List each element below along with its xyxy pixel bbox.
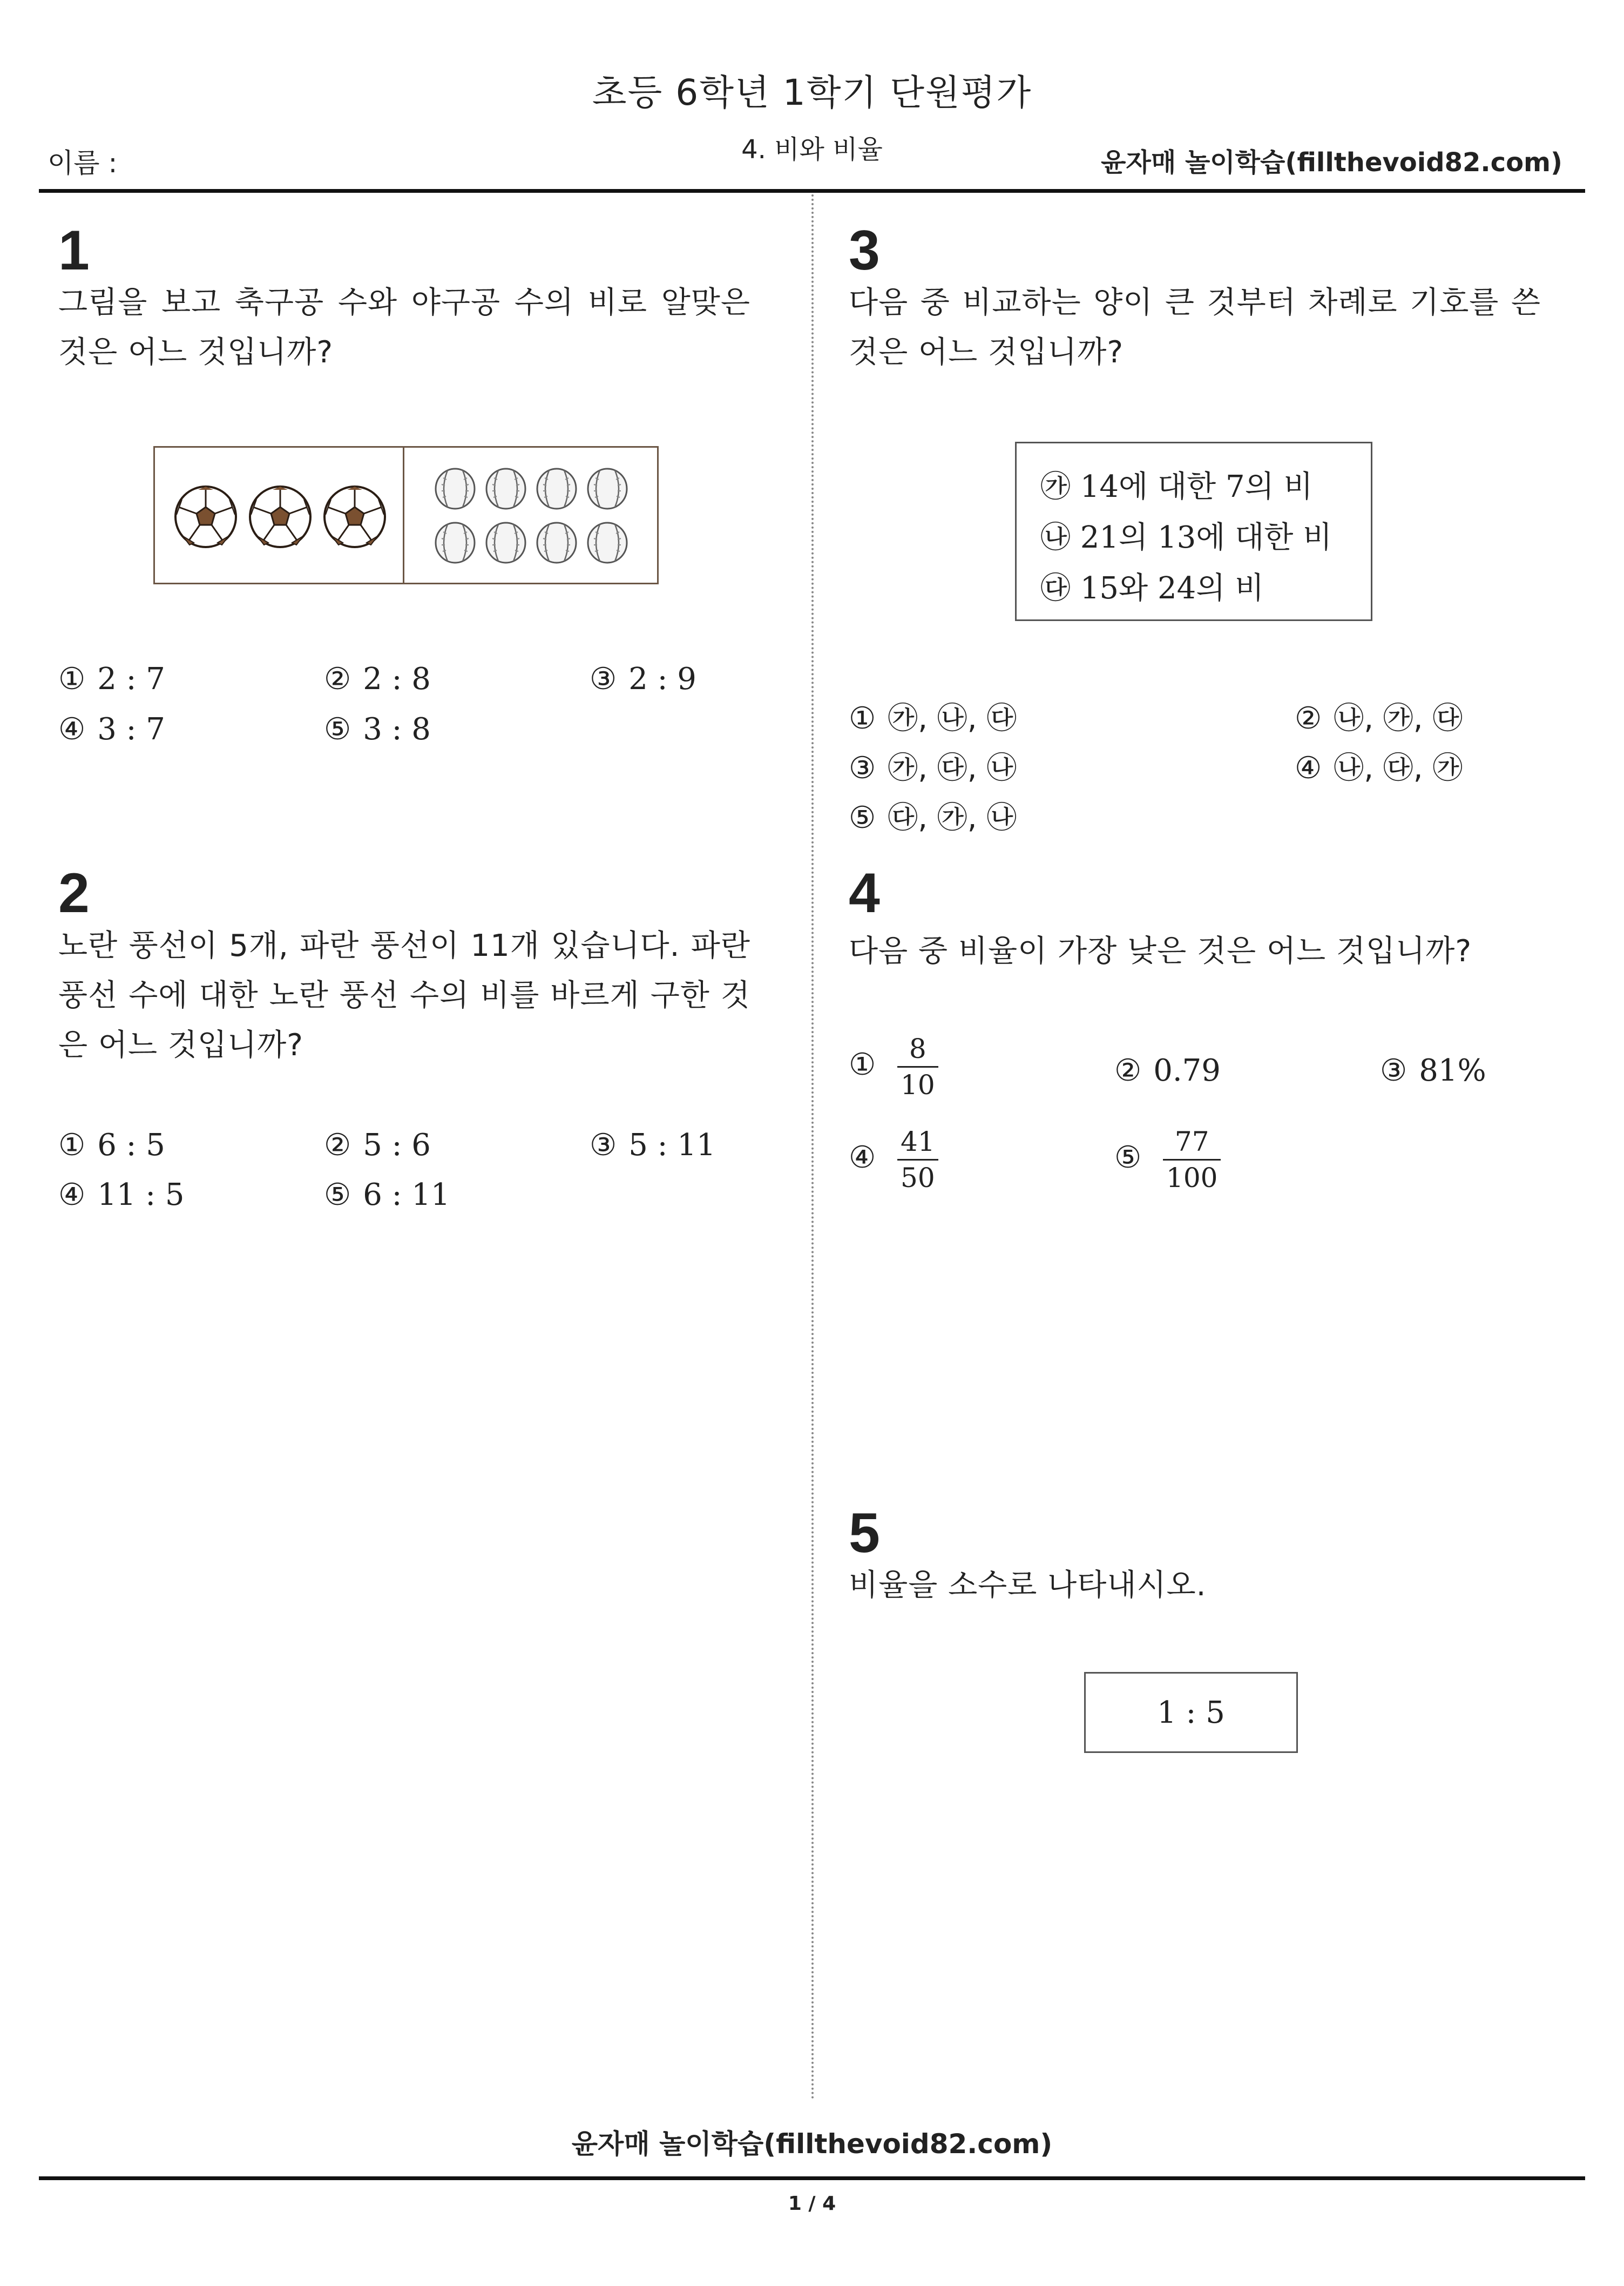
q3-option-2[interactable]: ② ㉯, ㉮, ㉰ [1295, 701, 1463, 736]
q1-option-2[interactable]: ② 2 : 8 [324, 662, 431, 697]
q2-option-3[interactable]: ③ 5 : 11 [590, 1128, 716, 1163]
unit-subtitle: 4. 비와 비율 [741, 134, 883, 165]
question-4-text: 다음 중 비율이 가장 낮은 것은 어느 것입니까? [849, 934, 1472, 969]
question-2-text: 노란 풍선이 5개, 파란 풍선이 11개 있습니다. 파란 풍선 수에 대한 노란 풍선 수의 비를 바르게 구한 것은 어느 것입니까? [58, 928, 750, 1063]
fraction: $\frac{41}{50}$ [897, 1125, 938, 1194]
question-2-number: 2 [58, 862, 90, 925]
page-number: 1 / 4 [788, 2193, 836, 2215]
header-brand: 윤자매 놀이학습(fillthevoid82.com) [1101, 147, 1562, 178]
baseball-icon [486, 469, 525, 509]
q3-option-3[interactable]: ③ ㉮, ㉰, ㉯ [849, 751, 1017, 786]
q3-option-5[interactable]: ⑤ ㉰, ㉮, ㉯ [849, 800, 1017, 835]
q1-option-5[interactable]: ⑤ 3 : 8 [324, 712, 431, 747]
q4-option-4[interactable]: ④ $\frac{41}{50}$ [849, 1125, 938, 1194]
q2-option-1[interactable]: ① 6 : 5 [58, 1128, 165, 1163]
fraction: $\frac{77}{100}$ [1163, 1125, 1221, 1194]
condition-ga: ㉮ 14에 대한 7의 비 [1040, 469, 1313, 504]
question-5-ratio-box: 1 : 5 [1084, 1672, 1298, 1753]
question-3-text: 다음 중 비교하는 양이 큰 것부터 차례로 기호를 쓴 것은 어느 것입니까? [849, 285, 1541, 370]
baseball-icon [436, 469, 475, 509]
fraction: $\frac{8}{10}$ [897, 1033, 938, 1101]
q1-option-3[interactable]: ③ 2 : 9 [590, 662, 696, 697]
q4-option-3[interactable]: ③ 81% [1380, 1053, 1486, 1088]
page-title: 초등 6학년 1학기 단원평가 [592, 72, 1032, 113]
question-3-condition-box [1015, 442, 1372, 621]
q2-option-5[interactable]: ⑤ 6 : 11 [324, 1177, 450, 1212]
q3-option-1[interactable]: ① ㉮, ㉯, ㉰ [849, 701, 1017, 736]
question-1-text: 그림을 보고 축구공 수와 야구공 수의 비로 알맞은 것은 어느 것입니까? [58, 285, 750, 370]
balls-illustration [155, 448, 657, 583]
question-3-number: 3 [849, 219, 880, 282]
baseball-icon [436, 523, 475, 563]
q2-option-2[interactable]: ② 5 : 6 [324, 1128, 431, 1163]
soccer-ball-icon [324, 487, 385, 547]
soccer-ball-icon [250, 487, 310, 547]
q4-option-2[interactable]: ② 0.79 [1114, 1053, 1221, 1088]
question-5-text: 비율을 소수로 나타내시오. [849, 1568, 1207, 1603]
q1-option-1[interactable]: ① 2 : 7 [58, 662, 165, 697]
condition-na: ㉯ 21의 13에 대한 비 [1040, 520, 1332, 555]
baseball-icon [486, 523, 525, 563]
baseball-icon [537, 469, 576, 509]
header-divider [39, 189, 1585, 193]
question-5-number: 5 [849, 1502, 880, 1565]
q1-option-4[interactable]: ④ 3 : 7 [58, 712, 165, 747]
q4-option-5[interactable]: ⑤ $\frac{77}{100}$ [1114, 1125, 1221, 1194]
footer-divider [39, 2176, 1585, 2180]
question-4-number: 4 [849, 862, 880, 925]
q3-option-4[interactable]: ④ ㉯, ㉰, ㉮ [1295, 751, 1463, 786]
question-1-picture [153, 446, 659, 584]
q4-option-1[interactable]: ① $\frac{8}{10}$ [849, 1033, 938, 1101]
q2-option-4[interactable]: ④ 11 : 5 [58, 1177, 185, 1212]
column-divider [811, 194, 814, 2101]
question-1-number: 1 [58, 219, 90, 282]
baseball-icon [537, 523, 576, 563]
soccer-ball-icon [175, 487, 236, 547]
name-label: 이름 : [48, 147, 118, 179]
baseball-icon [588, 523, 627, 563]
footer-brand: 윤자매 놀이학습(fillthevoid82.com) [571, 2128, 1053, 2160]
condition-da: ㉰ 15와 24의 비 [1040, 571, 1264, 606]
baseball-icon [588, 469, 627, 509]
